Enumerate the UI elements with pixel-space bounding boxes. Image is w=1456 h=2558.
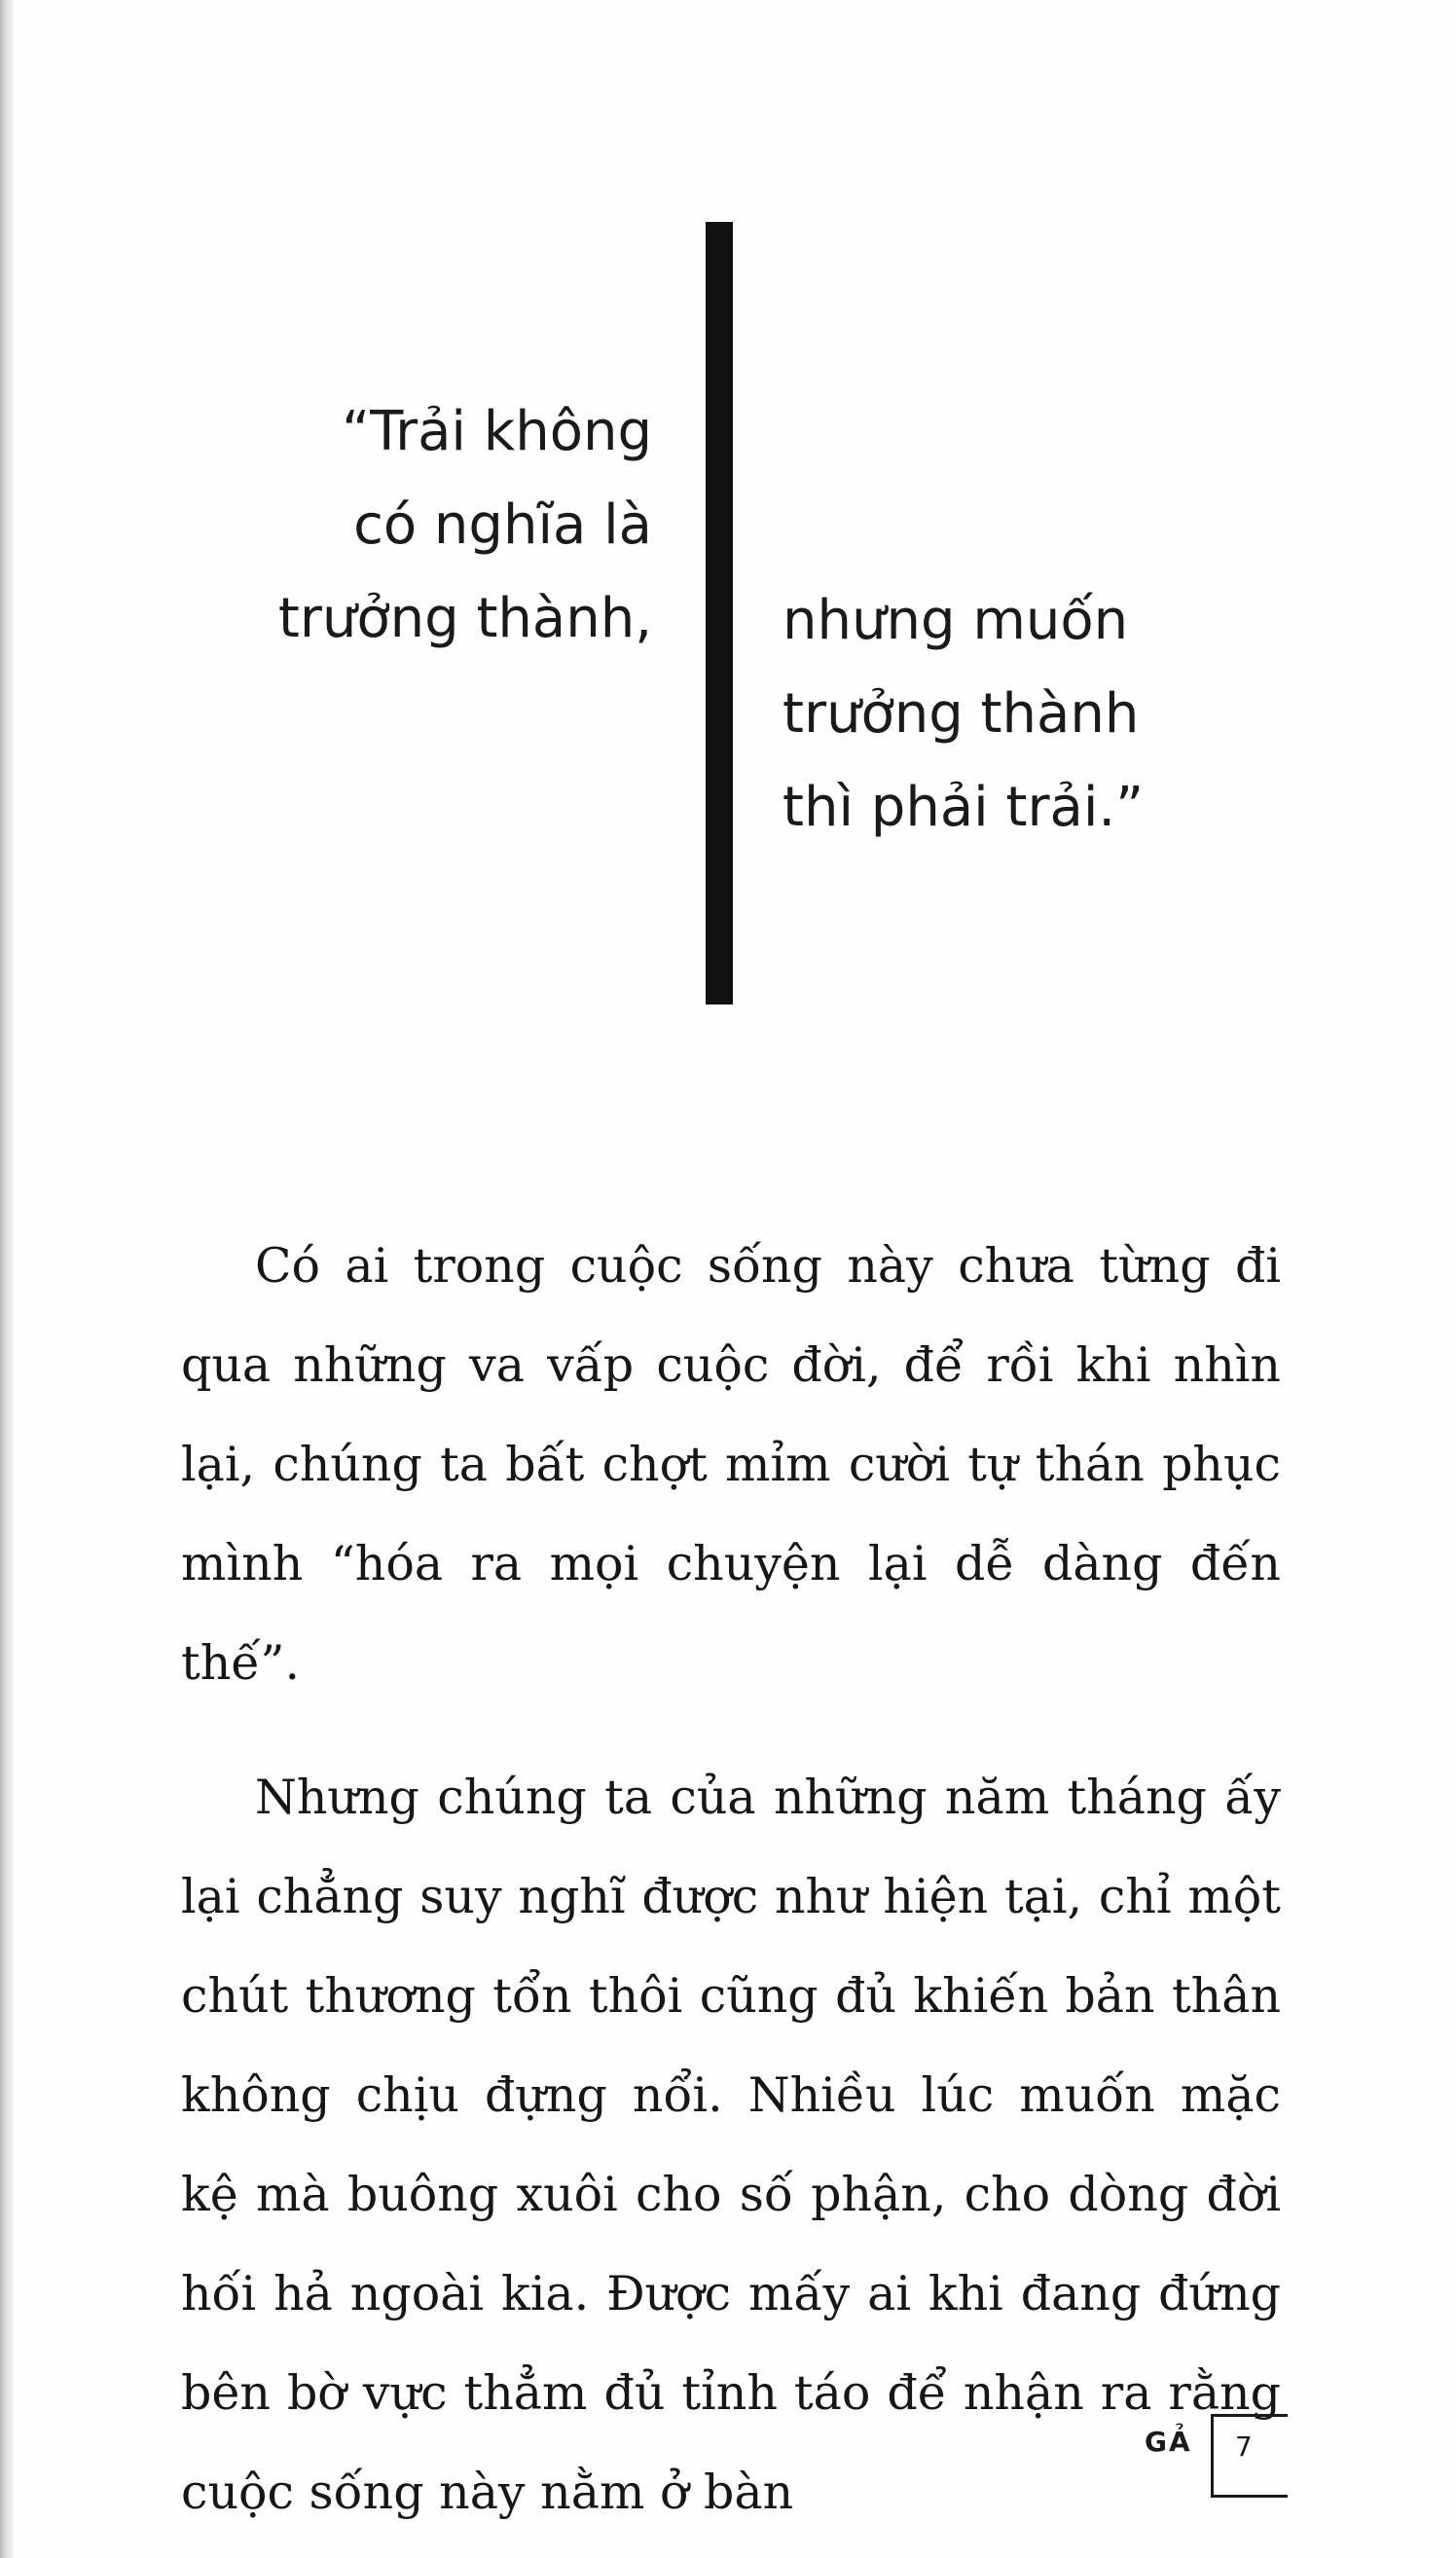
epigraph-line: có nghĩa là	[353, 493, 652, 557]
epigraph-right	[783, 574, 1144, 855]
epigraph-line: trưởng thành,	[277, 587, 652, 650]
page-number-box	[1211, 2414, 1288, 2498]
epigraph-left	[278, 385, 652, 666]
running-footer-label: GẢ	[1145, 2426, 1192, 2458]
page-number: 7	[1235, 2430, 1253, 2463]
epigraph-line: trưởng thành	[783, 682, 1140, 746]
epigraph-divider-bar	[706, 222, 733, 1005]
body-paragraph: Có ai trong cuộc sống này chưa từng đi qua những va vấp cuộc đời, để rồi khi nhìn lại, chúng ta bất chợt mỉm cười tự thán phục mình “hóa ra mọi chuyện lại dễ dàng đến thế”.	[181, 1238, 1281, 1691]
body-paragraph: Nhưng chúng ta của những năm tháng ấy lại chẳng suy nghĩ được như hiện tại, chỉ một chút thương tổn thôi cũng đủ khiến bản thân không chịu đựng nổi. Nhiều lúc muốn mặc kệ mà buông xuôi cho số phận, cho dòng đời hối hả ngoài kia. Được mấy ai khi đang đứng bên bờ vực thẳm đủ tỉnh táo để nhận ra rằng cuộc sống này nằm ở bàn	[181, 1770, 1281, 2520]
epigraph-line: “Trải không	[342, 400, 652, 463]
body-text	[181, 1217, 1281, 2542]
epigraph-line: nhưng muốn	[783, 589, 1129, 652]
epigraph-line: thì phải trải.”	[783, 776, 1145, 839]
page-edge-shadow	[0, 0, 14, 2558]
